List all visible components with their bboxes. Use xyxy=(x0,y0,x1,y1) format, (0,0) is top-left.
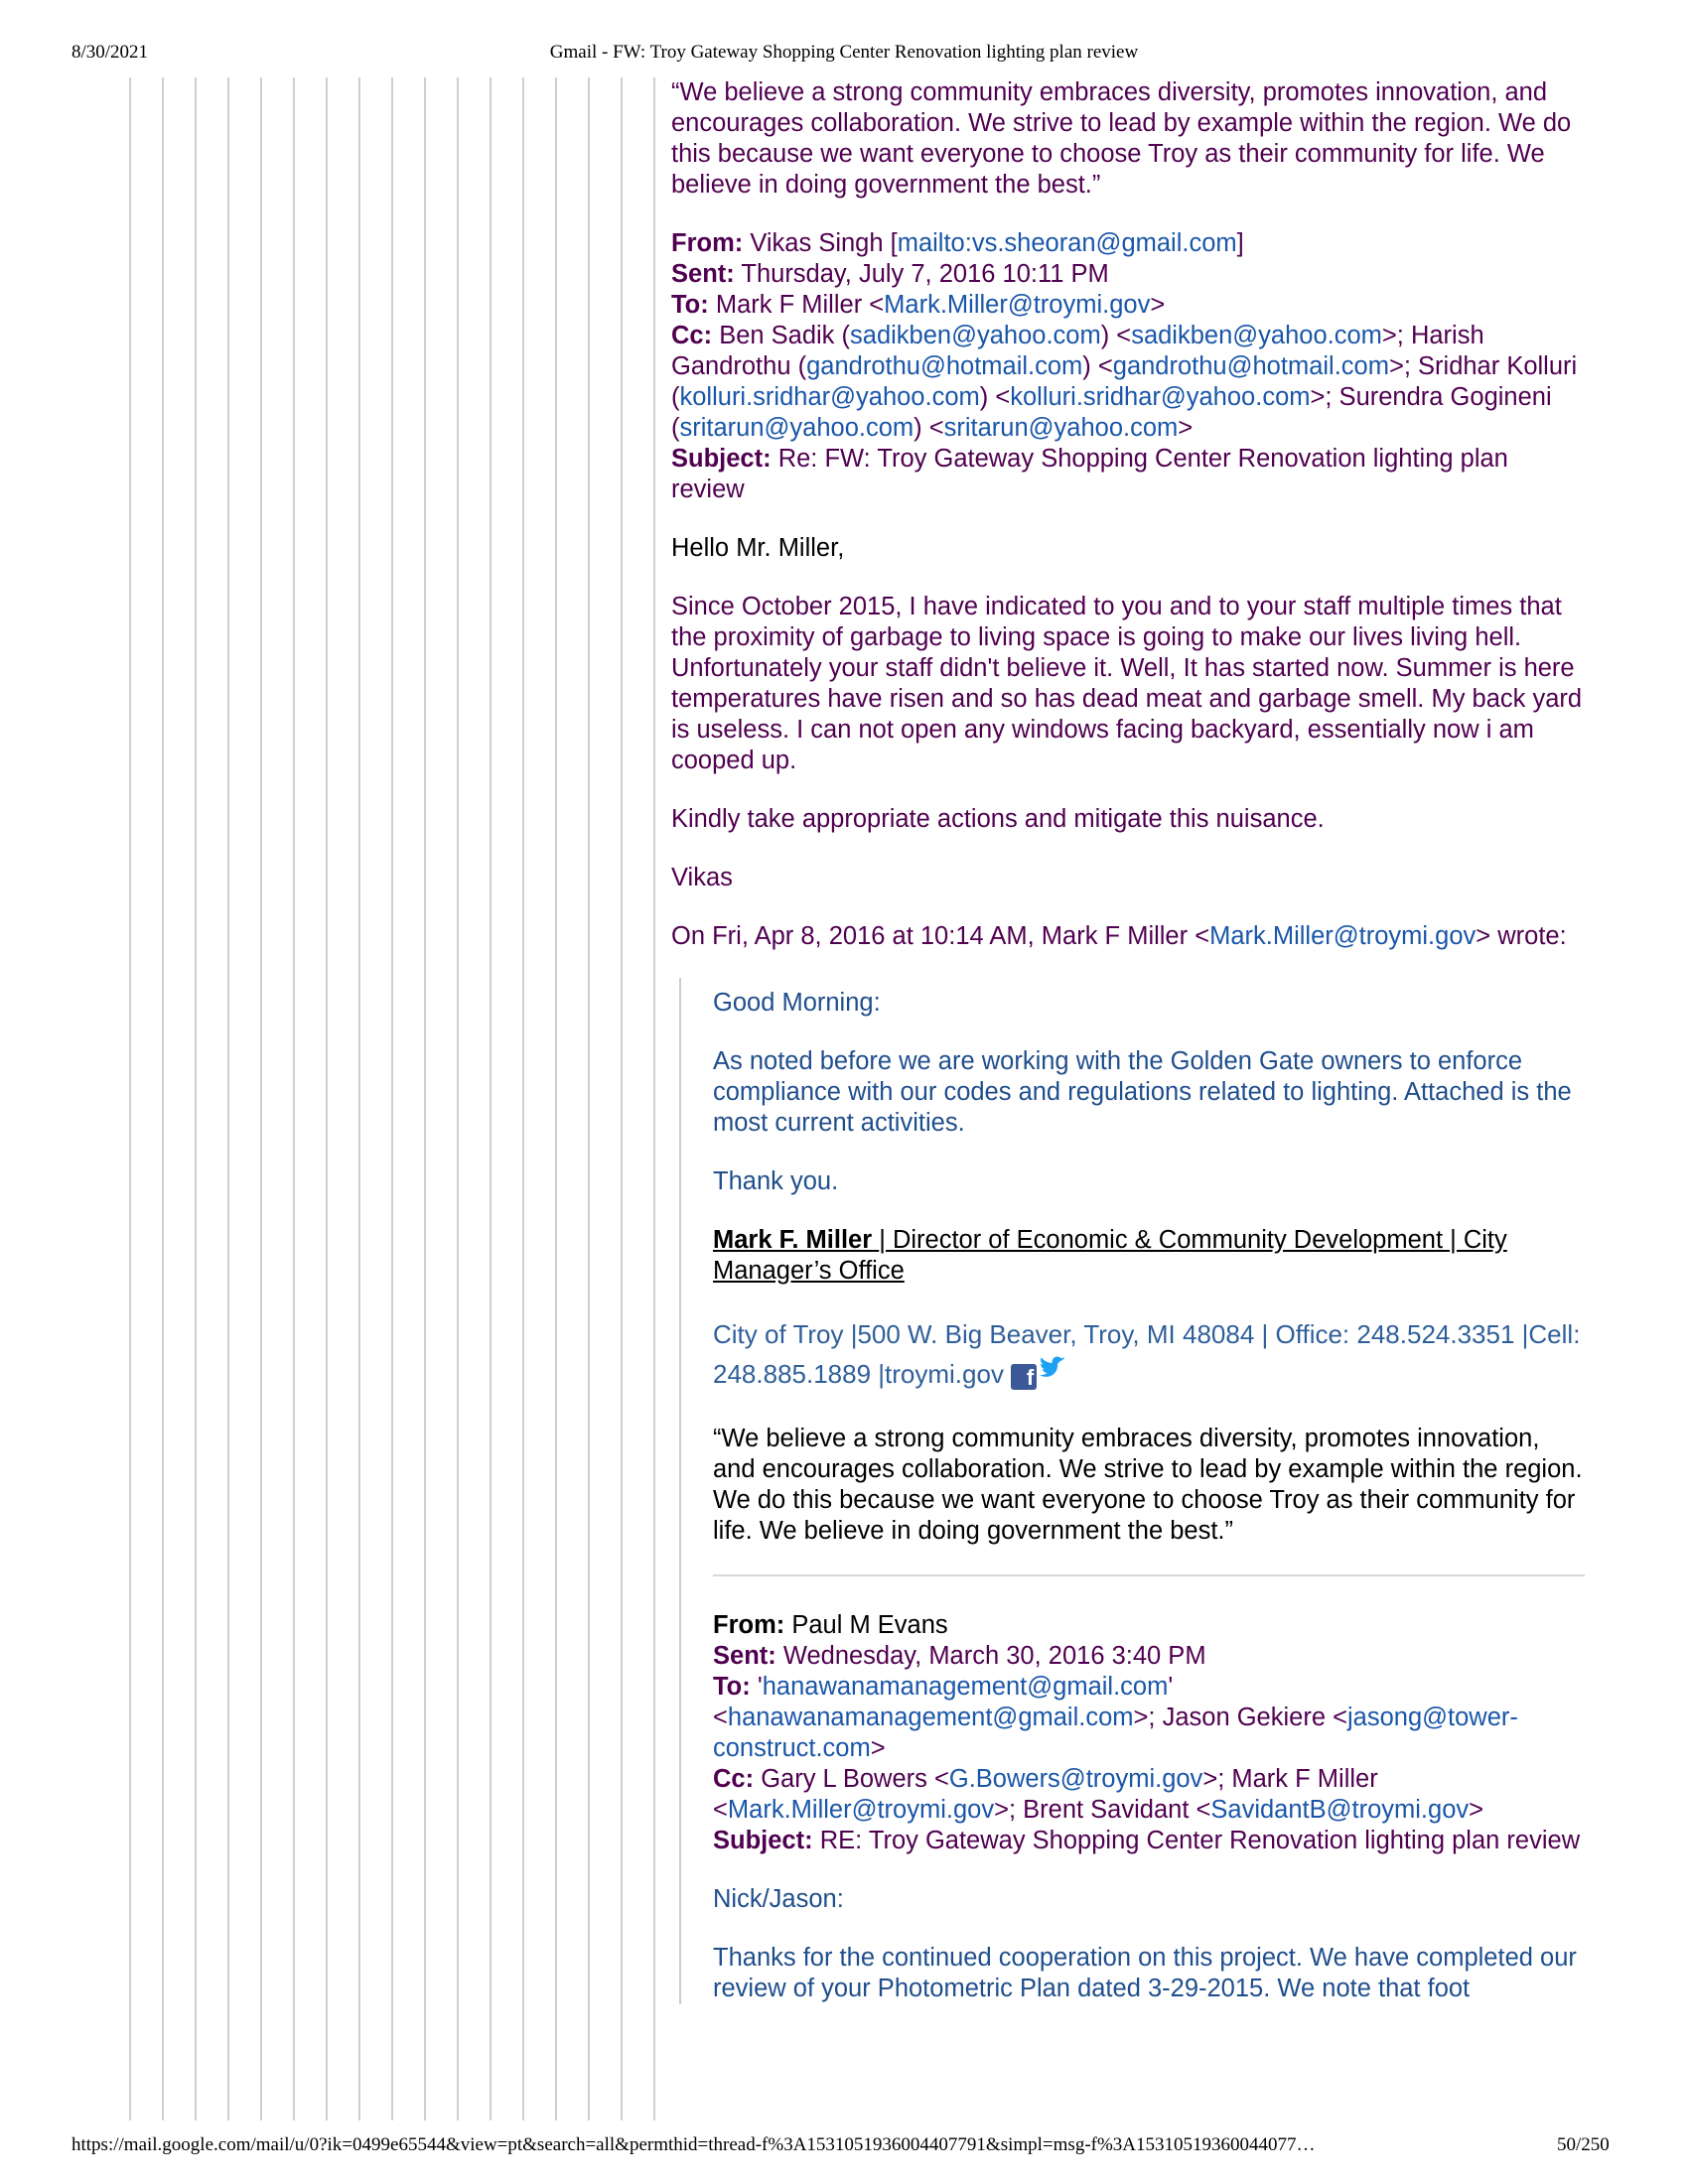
cc-email-link[interactable]: sritarun@yahoo.com xyxy=(679,414,914,442)
message-body: Since October 2015, I have indicated to you and to your staff multiple times that the proximity of garbage to living space is going to make our lives living hell. Unfortunately your staff didn't believe it. Well, It has started now. Summer is here temperatures have risen and so has dead meat and garbage smell. My back yard is useless. I can not open any windows facing backyard, essentially now i am cooped up. xyxy=(671,593,1583,774)
signature-title: Mark F. Miller | Director of Economic & Community Development | City Manager’s Office xyxy=(713,1226,1507,1285)
message-body: Thanks for the continued cooperation on this project. We have completed our review of your Photometric Plan dated 3-29-2015. We note that foot xyxy=(713,1944,1577,2003)
cc-email-link[interactable]: kolluri.sridhar@yahoo.com xyxy=(679,383,980,411)
cc-email-link[interactable]: sritarun@yahoo.com xyxy=(943,414,1179,442)
print-title: Gmail - FW: Troy Gateway Shopping Center Renovation lighting plan review xyxy=(549,42,1139,63)
quote-attribution: On Fri, Apr 8, 2016 at 10:14 AM, Mark F Miller <Mark.Miller@troymi.gov> wrote: xyxy=(671,922,1567,950)
to-email-link[interactable]: hanawanamanagement@gmail.com xyxy=(727,1704,1134,1732)
sent-date: Thursday, July 7, 2016 10:11 PM xyxy=(741,260,1109,288)
signature-name: Mark F. Miller xyxy=(713,1226,880,1254)
cc-email-link[interactable]: G.Bowers@troymi.gov xyxy=(948,1765,1203,1794)
attribution-email-link[interactable]: Mark.Miller@troymi.gov xyxy=(1209,922,1477,950)
cc-email-link[interactable]: kolluri.sridhar@yahoo.com xyxy=(1010,383,1311,411)
message-body: Kindly take appropriate actions and mitigate this nuisance. xyxy=(671,805,1325,833)
print-header xyxy=(0,42,1688,71)
email-thread-content xyxy=(671,77,1585,2120)
subject-text: RE: Troy Gateway Shopping Center Renovation lighting plan review xyxy=(819,1827,1581,1855)
message-divider xyxy=(713,1574,1585,1576)
quoted-message-block xyxy=(679,978,1585,2004)
page-number: 50/250 xyxy=(1557,2134,1610,2155)
greeting: Hello Mr. Miller, xyxy=(671,534,845,562)
community-quote: “We believe a strong community embraces diversity, promotes innovation, and encourages collaboration. We strive to lead by example within the region. We do this because we want everyone to choose Troy as their community for life. We believe in doing government the best.” xyxy=(671,78,1572,199)
mailto-link[interactable]: mailto:vs.sheoran@gmail.com xyxy=(897,229,1237,257)
community-quote: “We believe a strong community embraces diversity, promotes innovation, and encourages collaboration. We strive to lead by example within the region. We do this because we want everyone to choose Troy as their community for life. We believe in doing government the best.” xyxy=(713,1425,1583,1546)
greeting: Nick/Jason: xyxy=(713,1885,844,1914)
greeting: Good Morning: xyxy=(713,989,881,1017)
signoff: Vikas xyxy=(671,864,733,891)
cc-email-link[interactable]: gandrothu@hotmail.com xyxy=(806,352,1083,380)
cc-email-link[interactable]: sadikben@yahoo.com xyxy=(1131,322,1382,349)
to-email-link[interactable]: hanawanamanagement@gmail.com xyxy=(762,1673,1169,1702)
message-header-paul: From: Paul M Evans Sent: Wednesday, March 30, 2016 3:40 PM To: 'hanawanamanagement@gmail.com' <hanawanamanagement@gmail.com>; Jason Gekiere <jasong@tower-construct.com> Cc: Gary L Bowers <G.Bowers@troymi.gov>; Mark F Miller <Mark.Miller@troymi.gov>; Brent Savidant <SavidantB@troymi.gov> Subject: RE: Troy Gateway Shopping Center Renovation lighting plan review xyxy=(713,1611,1581,1855)
subject-text: Re: FW: Troy Gateway Shopping Center Renovation lighting plan review xyxy=(671,445,1508,503)
sent-date: Wednesday, March 30, 2016 3:40 PM xyxy=(782,1642,1206,1671)
print-url: https://mail.google.com/mail/u/0?ik=0499e65544&view=pt&search=all&permthid=thread-f%3A1531051936004407791&simpl=msg-f%3A15310519360044077… xyxy=(71,2134,1316,2155)
message-body: As noted before we are working with the Golden Gate owners to enforce compliance with our codes and regulations related to lighting. Attached is the most current activities. xyxy=(713,1047,1572,1137)
cc-email-link[interactable]: sadikben@yahoo.com xyxy=(850,322,1101,349)
thanks: Thank you. xyxy=(713,1167,839,1195)
print-footer xyxy=(0,2134,1688,2164)
cc-email-link[interactable]: Mark.Miller@troymi.gov xyxy=(727,1796,995,1825)
quote-level-rails xyxy=(0,77,675,2120)
signature-contact: City of Troy |500 W. Big Beaver, Troy, MI 48084 | Office: 248.524.3351 |Cell: 248.885.1889 |troymi.gov f xyxy=(713,1319,1581,1391)
cc-email-link[interactable]: SavidantB@troymi.gov xyxy=(1210,1796,1470,1825)
to-email-link[interactable]: jasong@tower-construct.com xyxy=(713,1704,1518,1763)
print-date: 8/30/2021 xyxy=(71,42,149,63)
twitter-icon[interactable] xyxy=(1037,1356,1066,1380)
cc-email-link[interactable]: gandrothu@hotmail.com xyxy=(1112,352,1389,380)
facebook-icon[interactable]: f xyxy=(1011,1364,1037,1390)
to-email-link[interactable]: Mark.Miller@troymi.gov xyxy=(884,291,1151,319)
message-header-vikas: From: Vikas Singh [mailto:vs.sheoran@gmail.com] Sent: Thursday, July 7, 2016 10:11 PM To: Mark F Miller <Mark.Miller@troymi.gov> Cc: Ben Sadik (sadikben@yahoo.com) <sadikben@yahoo.com>; Harish Gandrothu (gandrothu@hotmail.com) <gandrothu@hotmail.com>; Sridhar Kolluri (kolluri.sridhar@yahoo.com) <kolluri.sridhar@yahoo.com>; Surendra Gogineni (sritarun@yahoo.com) <sritarun@yahoo.com> Subject: Re: FW: Troy Gateway Shopping Center Renovation lighting plan review xyxy=(671,229,1578,503)
